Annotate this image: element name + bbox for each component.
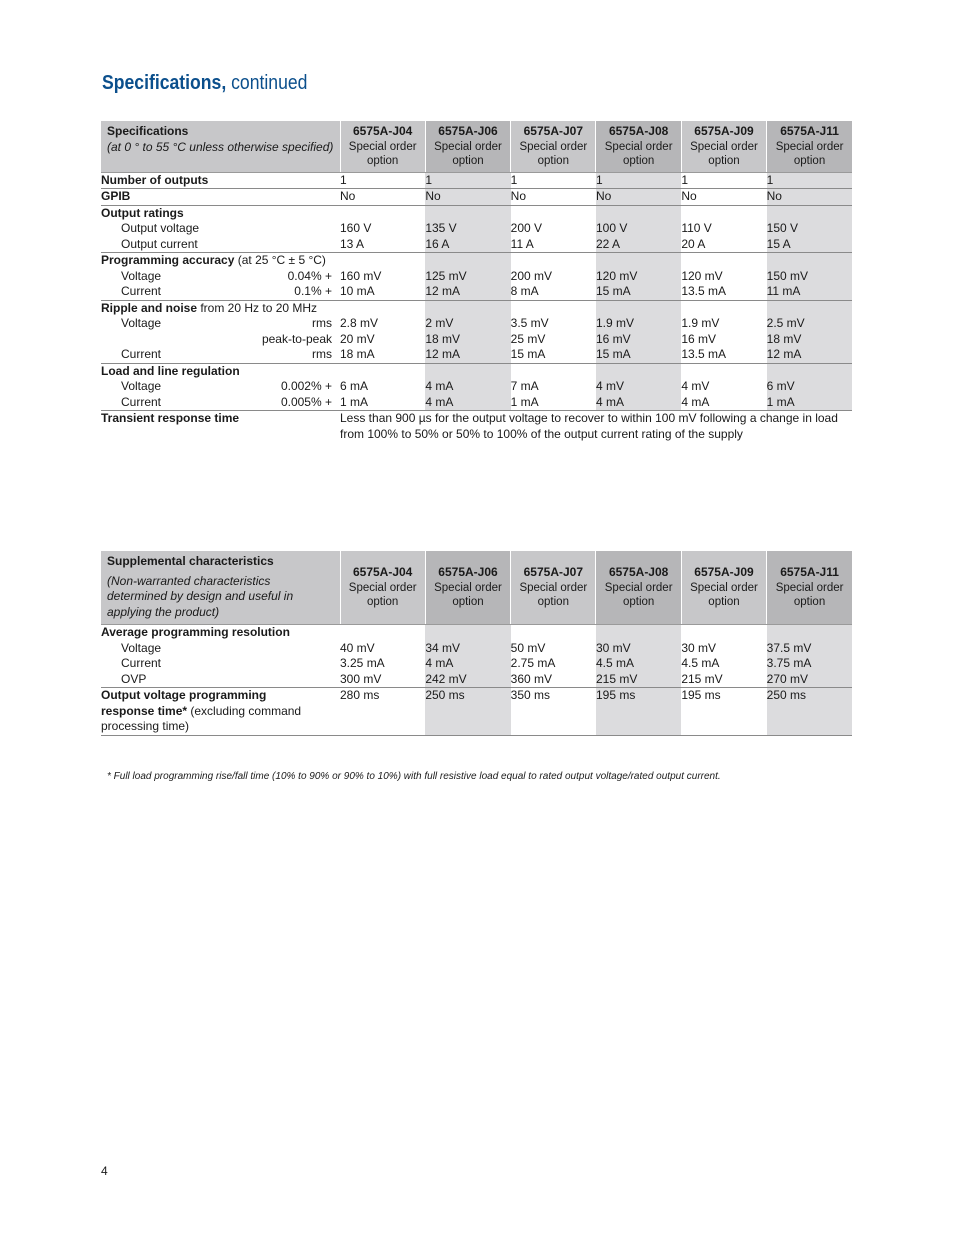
option-sub: Special order: [690, 140, 758, 153]
cell-value: 4 mA: [596, 395, 681, 411]
cell-value: 18 mV: [767, 332, 852, 348]
option-code: 6575A-J11: [780, 565, 839, 580]
cell-value: 195 ms: [596, 688, 681, 736]
cell-value: 4 mA: [425, 379, 510, 395]
cell-value: 1: [425, 172, 510, 189]
row-label-split: [101, 395, 340, 411]
cell-value: 280 ms: [340, 688, 425, 736]
cell-value: 12 mA: [425, 284, 510, 300]
option-code: 6575A-J07: [523, 565, 584, 580]
cell-value: 13.5 mA: [681, 284, 766, 300]
option-code: 6575A-J11: [780, 124, 839, 138]
cell-value: No: [425, 189, 510, 206]
cell-value: 270 mV: [767, 672, 852, 688]
group-header-row: [101, 363, 852, 379]
table-row: [101, 237, 852, 253]
cell-value: 18 mA: [340, 347, 425, 363]
row-label: GPIB: [101, 189, 340, 206]
cell-value: 15 mA: [596, 347, 681, 363]
cell-value: 2.75 mA: [510, 656, 556, 670]
cell-value: 12 mA: [767, 347, 852, 363]
cell-value: 6 mA: [340, 379, 369, 393]
cell-value: No: [596, 189, 681, 206]
cell-value: 1: [681, 172, 766, 189]
group-label: Average programming resolution: [101, 625, 290, 639]
cell-value: 4.5 mA: [596, 656, 681, 672]
row-label: Number of outputs: [101, 172, 340, 189]
table-header-row: [101, 121, 852, 172]
row-label-split: [101, 269, 340, 285]
cell-value: 110 V: [681, 221, 712, 235]
group-header-row: [101, 625, 852, 641]
header-note: (at 0 ° to 55 °C unless otherwise specified): [107, 139, 334, 154]
option-sub: Special order: [604, 581, 673, 594]
cell-value: No: [511, 189, 596, 206]
option-sub: option: [452, 155, 484, 167]
table-row: [101, 672, 852, 688]
table-row: [101, 656, 852, 672]
header-title: Supplemental characteristics: [107, 554, 274, 568]
cell-value: 11 A: [511, 237, 596, 253]
page-number: 4: [101, 1164, 108, 1178]
option-code: 6575A-J06: [438, 565, 498, 580]
cell-value: 8 mA: [511, 284, 596, 300]
cell-value: 200 V: [510, 221, 543, 235]
cell-value: 30 mV: [681, 640, 716, 655]
option-sub: option: [366, 155, 399, 167]
cell-value: 1 mA: [340, 395, 425, 411]
option-code: 6575A-J04: [352, 124, 413, 138]
header-label-cell: [101, 551, 340, 625]
option-sub: option: [708, 155, 740, 167]
cell-value: 200 mV: [510, 268, 553, 283]
option-header: [425, 121, 510, 172]
option-code: 6575A-J07: [523, 124, 584, 138]
cell-value: 15 mA: [511, 347, 596, 363]
table-row: [101, 379, 852, 395]
table-row: [101, 641, 852, 657]
option-sub: Special order: [690, 581, 758, 594]
option-code: 6575A-J08: [608, 124, 669, 138]
option-sub: option: [366, 596, 399, 609]
cell-value: 40 mV: [340, 640, 375, 655]
row-label-bold: Output voltage programming response time*: [101, 688, 267, 718]
row-qualifier: peak-to-peak: [261, 331, 332, 346]
row-label: Current: [121, 284, 162, 298]
option-code: 6575A-J08: [608, 565, 669, 580]
group-label: Load and line regulation: [101, 363, 240, 378]
cell-value: 300 mV: [340, 672, 425, 688]
option-sub: Special order: [775, 581, 844, 594]
cell-value: 3.75 mA: [767, 656, 852, 672]
cell-value: 215 mV: [681, 672, 766, 688]
row-label-split: [101, 379, 340, 395]
page-title-rest: continued: [226, 72, 308, 94]
option-sub: option: [622, 596, 655, 609]
option-header: [425, 551, 510, 625]
row-label: Transient response time: [101, 411, 240, 425]
option-sub: option: [708, 596, 740, 609]
option-header: [596, 121, 681, 172]
option-sub: Special order: [519, 140, 588, 153]
row-label: Current: [121, 347, 162, 361]
option-code: 6575A-J09: [694, 124, 754, 138]
cell-value: 50 mV: [510, 640, 546, 655]
cell-value: 30 mV: [596, 641, 681, 657]
row-label: Current: [121, 656, 162, 670]
cell-value: 3.25 mA: [340, 656, 385, 670]
option-header: [340, 121, 425, 172]
option-sub: Special order: [434, 581, 502, 594]
table-row: [101, 347, 852, 363]
option-sub: Special order: [604, 140, 673, 153]
option-sub: Special order: [348, 581, 417, 594]
cell-value: 15 mA: [596, 284, 681, 300]
group-header-row: [101, 300, 852, 316]
option-code: 6575A-J09: [694, 565, 754, 580]
row-label: Voltage: [121, 379, 162, 393]
transient-description: Less than 900 µs for the output voltage to recover to within 100 mV following a change in load from 100% to 50% or 50% to 100% of the output current rating of the supply: [340, 411, 838, 441]
cell-value: 11 mA: [767, 284, 852, 300]
cell-value: 125 mV: [425, 269, 510, 285]
cell-value: 1.9 mV: [596, 316, 681, 332]
option-header: [596, 551, 681, 625]
option-sub: option: [622, 155, 655, 167]
cell-value: 4 mA: [425, 656, 510, 672]
row-label-split: [101, 316, 340, 332]
cell-value: 250 ms: [767, 688, 852, 736]
table-row: [101, 221, 852, 237]
cell-value: 1: [767, 172, 852, 189]
cell-value: 7 mA: [510, 379, 539, 393]
cell-value: 215 mV: [596, 672, 681, 688]
option-code: 6575A-J06: [438, 124, 498, 138]
cell-value: 135 V: [425, 221, 510, 237]
table-row: [101, 284, 852, 300]
group-label: Output ratings: [101, 205, 184, 220]
cell-value: 4 mV: [681, 379, 710, 393]
cell-value: 4 mA: [681, 395, 766, 411]
row-label: Voltage: [121, 640, 162, 655]
row-label: Output voltage: [121, 221, 200, 235]
row-label-split: [101, 284, 340, 300]
supplemental-table: [101, 551, 852, 736]
row-label-split: [101, 332, 340, 348]
row-label: Current: [121, 394, 162, 409]
row-qualifier: 0.005% +: [280, 394, 332, 409]
option-header: [767, 121, 852, 172]
cell-value: 160 mV: [340, 268, 382, 283]
table-row: [101, 688, 852, 736]
cell-value: 6 mV: [767, 379, 852, 395]
cell-value: 1: [511, 172, 596, 189]
header-label-cell: [101, 121, 340, 172]
row-qualifier: 0.1% +: [294, 284, 332, 298]
option-sub: option: [793, 596, 826, 609]
cell-value: 1: [340, 172, 425, 189]
cell-value: 4 mA: [425, 395, 510, 411]
cell-value: No: [340, 189, 425, 206]
table-row: [101, 411, 852, 443]
cell-value: 3.5 mV: [510, 316, 549, 330]
cell-value: 16 A: [425, 237, 510, 253]
option-sub: option: [537, 596, 569, 609]
row-label: OVP: [101, 672, 340, 688]
group-header-row: [101, 205, 852, 221]
cell-value: 22 A: [596, 237, 681, 253]
table-row: [101, 172, 852, 189]
row-qualifier: rms: [312, 347, 332, 361]
option-header: [340, 551, 425, 625]
row-label: Voltage: [121, 268, 162, 283]
row-qualifier: 0.04% +: [287, 268, 332, 283]
cell-value: No: [681, 189, 766, 206]
option-sub: Special order: [348, 140, 417, 153]
row-label-rest: (excluding command processing time): [101, 703, 302, 733]
cell-value: 18 mV: [425, 332, 510, 348]
row-qualifier: rms: [312, 316, 332, 330]
cell-value: 150 mV: [767, 269, 852, 285]
option-sub: option: [537, 155, 569, 167]
group-label-bold: Programming accuracy: [101, 253, 235, 267]
option-header: [681, 551, 766, 625]
option-sub: Special order: [519, 581, 588, 594]
cell-value: 37.5 mV: [767, 641, 852, 657]
cell-value: 10 mA: [340, 284, 425, 300]
cell-value: 160 V: [340, 221, 372, 235]
cell-value: 13.5 mA: [681, 347, 766, 363]
option-sub: option: [452, 596, 484, 609]
table-row: [101, 316, 852, 332]
table-row: [101, 395, 852, 411]
option-header: [681, 121, 766, 172]
cell-value: 2 mV: [425, 316, 510, 332]
cell-value: 120 mV: [596, 269, 681, 285]
cell-value: 242 mV: [425, 672, 510, 688]
option-sub: option: [793, 155, 826, 167]
cell-value: 350 ms: [511, 688, 596, 736]
cell-value: 4 mV: [596, 379, 681, 395]
cell-value: 2.5 mV: [767, 316, 852, 332]
cell-value: 2.8 mV: [340, 316, 379, 330]
row-label: [101, 688, 340, 736]
group-label-bold: Ripple and noise: [101, 300, 198, 315]
cell-value: 25 mV: [510, 331, 546, 346]
row-label: Voltage: [121, 316, 162, 330]
group-label-rest: (at 25 °C ± 5 °C): [234, 253, 326, 267]
cell-value: 16 mV: [596, 332, 681, 348]
row-label-split: [101, 347, 340, 363]
cell-value: 120 mV: [681, 268, 723, 283]
option-sub: Special order: [434, 140, 502, 153]
table-row: [101, 189, 852, 206]
group-header-row: [101, 253, 852, 269]
table-header-row: [101, 551, 852, 625]
group-label-rest: from 20 Hz to 20 MHz: [197, 300, 318, 315]
cell-value: 34 mV: [425, 641, 510, 657]
cell-value: 250 ms: [425, 688, 510, 736]
page-title-bold: Specifications,: [102, 72, 227, 94]
cell-value: 1.9 mV: [681, 316, 720, 330]
cell-value: 12 mA: [425, 347, 510, 363]
option-header: [767, 551, 852, 625]
option-header: [511, 121, 596, 172]
cell-value: 4.5 mA: [681, 656, 720, 670]
header-title: Specifications: [107, 124, 189, 138]
table-row: [101, 269, 852, 285]
cell-value: 20 A: [681, 237, 766, 253]
cell-value: 195 ms: [681, 688, 766, 736]
cell-value: 1 mA: [511, 395, 596, 411]
table-row: [101, 332, 852, 348]
cell-value: 15 A: [767, 237, 852, 253]
cell-value: 360 mV: [511, 672, 596, 688]
cell-value: 16 mV: [681, 331, 716, 346]
footnote: * Full load programming rise/fall time (10% to 90% or 90% to 10%) with full resistive load equal to rated output voltage/rated output current.: [107, 771, 721, 782]
cell-value: 1: [596, 172, 681, 189]
group-label: [101, 300, 340, 316]
cell-value: 13 A: [340, 237, 425, 253]
cell-value: 1 mA: [767, 395, 852, 411]
group-label: [101, 253, 340, 269]
cell-value: 100 V: [596, 221, 681, 237]
header-note: (Non-warranted characteristics determined by design and useful in applying the product): [107, 573, 294, 619]
row-label: Output current: [101, 237, 340, 253]
specifications-table: [101, 121, 852, 442]
cell-value: 150 V: [767, 221, 852, 237]
option-header: [511, 551, 596, 625]
option-sub: Special order: [775, 140, 844, 153]
option-code: 6575A-J04: [352, 565, 413, 580]
page-title: [102, 72, 307, 95]
cell-value: 20 mV: [340, 331, 375, 346]
row-qualifier: 0.002% +: [280, 379, 332, 393]
cell-value: No: [767, 189, 852, 206]
